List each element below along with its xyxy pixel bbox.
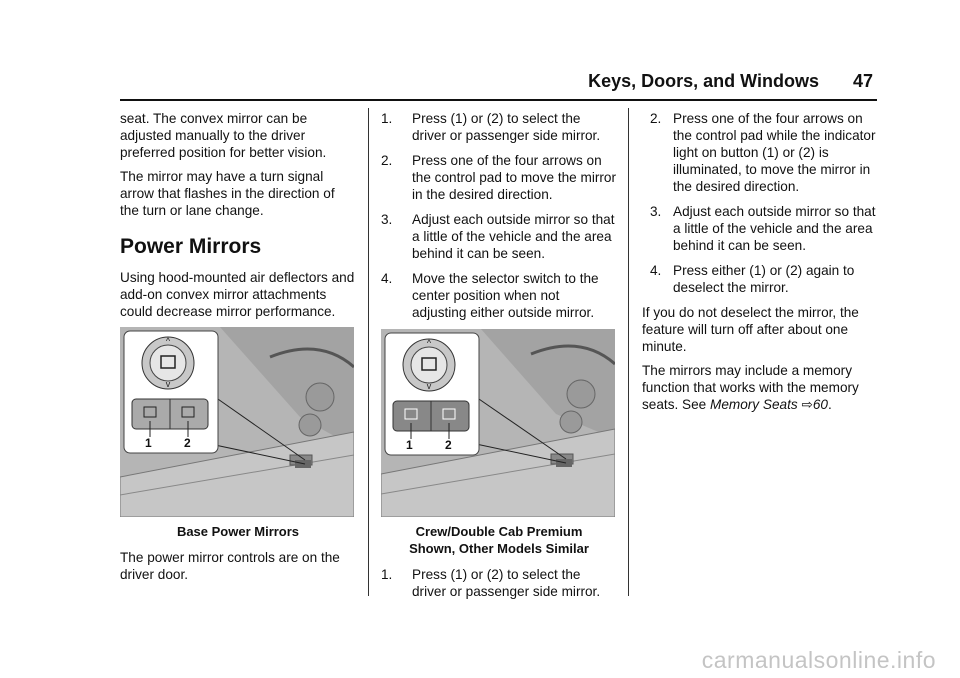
memory-seats-link[interactable]: Memory Seats <box>710 397 798 412</box>
figure-caption: Base Power Mirrors <box>176 524 300 539</box>
svg-text:v: v <box>426 381 432 391</box>
premium-power-mirrors-illustration <box>381 329 615 517</box>
steps-list <box>381 110 617 321</box>
page-ref-arrow-icon: ⇨ <box>801 397 813 412</box>
paragraph: The mirrors may include a memory function that works with the memory seats. See Memory Seats ⇨60. <box>642 363 859 412</box>
header-rule <box>120 99 877 101</box>
column-1 <box>120 110 356 590</box>
svg-text:^: ^ <box>165 336 171 346</box>
paragraph: The power mirror controls are on the driver door. <box>120 550 340 582</box>
list-item: 3. Adjust each outside mirror so that a little of the vehicle and the area behind it can be seen. <box>650 204 876 253</box>
steps-list <box>381 566 617 600</box>
figure-caption: Crew/Double Cab Premium Shown, Other Models Similar <box>409 524 589 556</box>
svg-text:v: v <box>165 379 171 389</box>
section-heading: Power Mirrors <box>120 235 262 258</box>
paragraph: If you do not deselect the mirror, the feature will turn off after about one minute. <box>642 305 859 354</box>
steps-list <box>642 110 880 296</box>
list-item: 2. Press one of the four arrows on the control pad while the indicator light on button (1) or (2) is illuminated, to move the mirror in the desired direction. <box>650 111 876 194</box>
door-panel-drawing <box>381 329 615 517</box>
callout-2: 2 <box>184 436 191 450</box>
svg-text:^: ^ <box>426 338 432 348</box>
column-divider <box>628 108 629 596</box>
callout-1: 1 <box>145 436 152 450</box>
paragraph: seat. The convex mirror can be adjusted manually to the driver preferred position for better vision. <box>120 111 327 160</box>
list-item: 4. Press either (1) or (2) again to deselect the mirror. <box>650 263 855 295</box>
list-item: 4. Move the selector switch to the center position when not adjusting either outside mirror. <box>381 271 599 320</box>
running-header <box>588 71 873 92</box>
column-2 <box>381 110 617 608</box>
base-power-mirrors-illustration <box>120 327 354 517</box>
paragraph: Using hood-mounted air deflectors and add-on convex mirror attachments could decrease mirror performance. <box>120 270 355 319</box>
list-item: 1. Press (1) or (2) to select the driver or passenger side mirror. <box>381 567 601 599</box>
section-title: Keys, Doors, and Windows <box>588 71 819 91</box>
column-divider <box>368 108 369 596</box>
watermark: carmanualsonline.info <box>701 647 936 673</box>
page-number: 47 <box>852 71 873 91</box>
paragraph: The mirror may have a turn signal arrow that flashes in the direction of the turn or lane change. <box>120 169 335 218</box>
list-item: 2. Press one of the four arrows on the control pad to move the mirror in the desired direction. <box>381 153 616 202</box>
list-item: 3. Adjust each outside mirror so that a little of the vehicle and the area behind it can be seen. <box>381 212 615 261</box>
column-3 <box>642 110 880 420</box>
list-item: 1. Press (1) or (2) to select the driver or passenger side mirror. <box>381 111 601 143</box>
callout-2: 2 <box>445 438 452 452</box>
page-ref[interactable]: 60 <box>812 397 828 412</box>
door-panel-drawing <box>120 327 354 517</box>
callout-1: 1 <box>406 438 413 452</box>
